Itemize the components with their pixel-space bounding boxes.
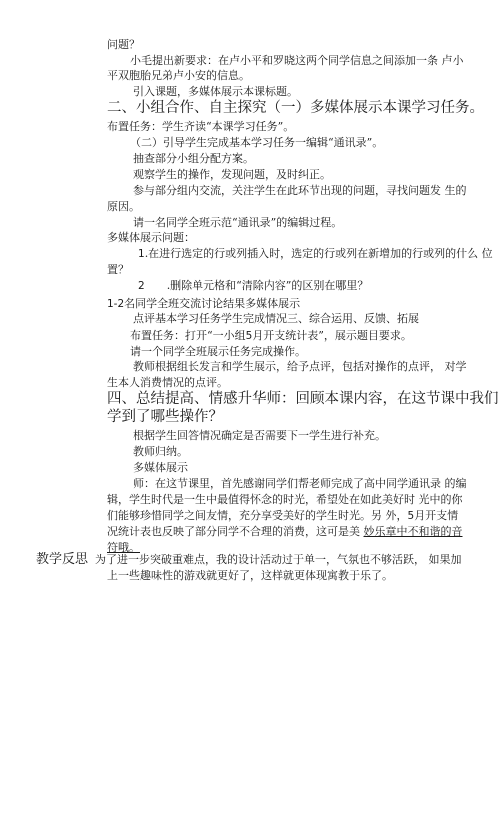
question-number: 2 — [138, 280, 145, 292]
question-text: .删除单元格和“清除内容”的区别在哪里？ — [166, 279, 369, 292]
text-line: 引入课题，多媒体展示本课标题。 — [133, 85, 298, 98]
text-segment: 们能够珍惜同学之间友情，充分享受美好的学生时光。另 外， — [107, 509, 408, 522]
section-heading: 四、总结提高、情感升华师：回顾本课内容，在这节课中我们 — [107, 391, 499, 407]
text-line: 点评基本学习任务学生完成情况三、综合运用、反馈、拓展 — [133, 312, 419, 325]
text-line: 观察学生的操作，发现问题，及时纠正。 — [133, 168, 331, 181]
text-segment: 名同学全班交流讨论结果多媒体展示 — [124, 297, 301, 310]
text-number: 1-2 — [107, 298, 125, 310]
question-1 — [138, 248, 493, 261]
text-line — [107, 526, 463, 539]
text-line: 平双胞胎兄弟卢小安的信息。 — [107, 69, 250, 82]
text-line: 辑，学生时代是一生中最值得怀念的时光，希望处在如此美好时 光中的你 — [107, 493, 463, 506]
text-line: 请一名同学全班示范“通讯录”的编辑过程。 — [133, 216, 343, 229]
text-line: 教师归纳。 — [133, 445, 188, 458]
underlined-text: 妙乐章中不和谐的音 — [363, 525, 463, 538]
text-segment: 布置任务：打开“一小组 — [130, 329, 246, 342]
text-line: 上一些趣味性的游戏就更好了，这样就更体现寓教于乐了。 — [107, 569, 393, 582]
text-line: 多媒体展示问题： — [107, 231, 195, 244]
text-line — [130, 330, 412, 343]
text-line: 参与部分组内交流，关注学生在此环节出现的问题，寻找问题发 生的 — [133, 184, 467, 197]
text-line: 布置任务：学生齐读“本课学习任务”。 — [107, 120, 295, 133]
text-line: 生本人消费情况的点评。 — [107, 376, 228, 389]
question-text: .在进行选定的行或列插入时，选定的行或列在新增加的行或列的什么 位 — [144, 247, 493, 260]
text-line: 根据学生回答情况确定是否需要下一学生进行补充。 — [133, 429, 386, 442]
section-heading: 学到了哪些操作？ — [107, 409, 223, 425]
question-2 — [138, 280, 368, 293]
reflection-label: 教学反思 — [36, 552, 89, 567]
text-line: 师：在这节课里，首先感谢同学们帮老师完成了高中同学通讯录 的编 — [133, 477, 467, 490]
text-segment: 况统计表也反映了部分同学不合理的消费，这可是美 — [107, 525, 364, 538]
text-line: 小毛提出新要求：在卢小平和罗晓这两个同学信息之间添加一条 卢小 — [130, 54, 464, 67]
text-segment: 月开支情 — [414, 509, 459, 522]
text-line: 为了进一步突破重难点，我的设计活动过于单一，气氛也不够活跃， 如果加 — [95, 553, 462, 566]
text-line: 原因。 — [107, 200, 140, 213]
text-line — [107, 510, 458, 523]
text-line: （二）引导学生完成基本学习任务一编辑“通讯录”。 — [130, 136, 384, 149]
text-segment: 月开支统计表”，展示题目要求。 — [252, 329, 412, 342]
text-line: 教师根据组长发言和学生展示，给予点评，包括对操作的点评， 对学 — [133, 360, 467, 373]
text-number: 5 — [407, 510, 415, 522]
text-line: 多媒体展示 — [133, 461, 188, 474]
text-line — [107, 298, 300, 311]
text-line: 请一个同学全班展示任务完成操作。 — [130, 345, 306, 358]
text-line: 置？ — [107, 263, 129, 276]
underlined-text: 符哦。 — [107, 541, 140, 554]
text-number: 5 — [245, 330, 253, 342]
question-number: 1 — [138, 248, 145, 260]
text-line: 抽查部分小组分配方案。 — [133, 152, 254, 165]
text-line: 问题？ — [107, 38, 140, 51]
section-heading: 二、小组合作、自主探究（一）多媒体展示本课学习任务。 — [107, 100, 484, 116]
